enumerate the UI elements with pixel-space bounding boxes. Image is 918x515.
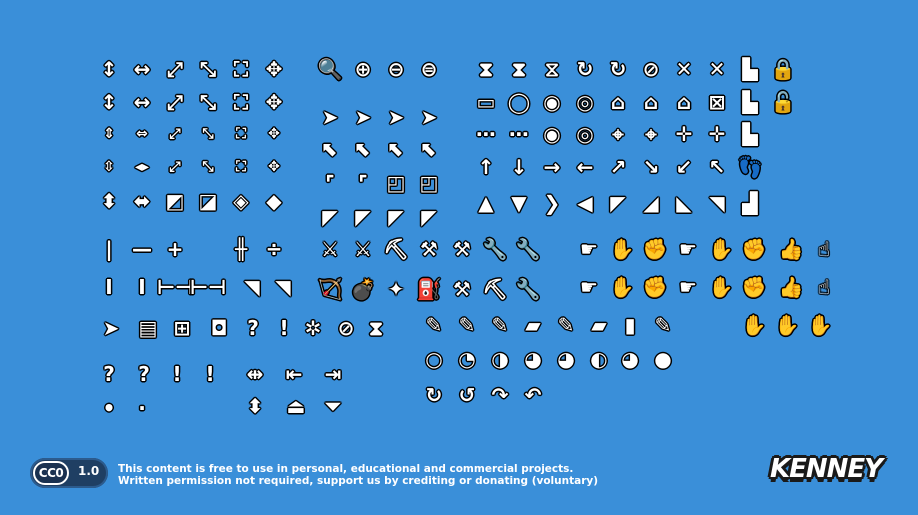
hand-thumb-icon: 👍 [778, 237, 804, 261]
bone-horizontal-small-icon: ⊢⊣ [189, 275, 227, 299]
align-vertical-icon: ⬍ [246, 394, 264, 418]
target-round-a-icon: ⌖ [612, 122, 624, 146]
cursor-add-icon: ⊞ [173, 316, 191, 340]
lock-icon: 🔒 [770, 57, 796, 81]
expand-corners-small-icon: ⛶ [234, 90, 248, 114]
pointer-small-icon: ◥ [244, 275, 260, 299]
alert-cursor-icon: ! [205, 362, 215, 386]
cursor-l-icon: ◤ [421, 205, 437, 229]
unlock-icon: 🔓 [770, 90, 796, 114]
wrench-a-icon: 🔧 [482, 237, 508, 261]
wand-icon: ✦ [387, 277, 405, 301]
arrow-diag-b-tiny-icon: ⤢ [169, 159, 181, 175]
cursor-disabled-icon: ⊘ [337, 316, 355, 340]
split-right-icon: ⇥ [324, 362, 342, 386]
cursor-a-icon: ➤ [321, 105, 339, 129]
cursor-e-icon: ⬉ [321, 137, 339, 161]
hourglass-half-icon: ⧗ [511, 57, 527, 81]
arrows-left-right-icon: ⬌ [133, 189, 151, 213]
arrow-left-right-tiny-icon: ◂▸ [134, 159, 150, 175]
hand-grab-a-icon: ✋ [741, 313, 767, 337]
progress-50-icon: ◑ [491, 347, 509, 371]
message-dots-round-icon: ⋯ [509, 122, 529, 146]
zoom-in-icon: ⊕ [354, 57, 372, 81]
rotate-cw-icon: ↻ [425, 383, 443, 407]
cross-small-icon: ✕ [708, 57, 726, 81]
arrow-up-down-tiny-icon: ⇳ [103, 159, 115, 175]
bucket-icon: ▮ [624, 313, 636, 337]
cursor-menu-icon: ▤ [138, 316, 158, 340]
license-line-2: Written permission not required, support us by crediting or donating (voluntary) [118, 475, 599, 487]
cursor-target-icon: ◘ [210, 316, 228, 340]
move-cross-icon: ✥ [265, 57, 283, 81]
expand-corners-dots-icon: ⛶ [236, 126, 246, 142]
eye-outline-icon: ◎ [576, 90, 594, 114]
arrow-left-icon: ← [576, 155, 594, 179]
resize-diagonal-b-dots-icon: ⤢ [169, 126, 181, 142]
target-round-b-icon: ⌖ [645, 122, 657, 146]
hand-thumb-b-icon: 👍 [778, 275, 804, 299]
message-dots-square-icon: ⋯ [476, 122, 496, 146]
pickaxe-icon: ⛏ [383, 237, 409, 261]
alert-icon: ! [172, 362, 182, 386]
zoom-reset-icon: ⊜ [420, 57, 438, 81]
progress-75-b-icon: ◕ [557, 347, 575, 371]
cursor-i-icon: ◤ [322, 205, 338, 229]
resize-horizontal-icon: ↔ [133, 57, 151, 81]
wrench-b-icon: 🔧 [515, 237, 541, 261]
eraser-icon: ▰ [525, 313, 541, 337]
eye-small-icon: ◉ [543, 122, 561, 146]
cursor-hourglass-icon: ⧗ [368, 316, 384, 340]
arrow-northeast-icon: ↗ [609, 155, 627, 179]
rotate-ccw-icon: ↺ [458, 383, 476, 407]
logo-wordmark: KENNEY [769, 454, 882, 484]
progress-0-icon: ○ [425, 347, 443, 371]
align-top-icon: ⏷ [325, 394, 341, 418]
move-small-icon: ✥ [265, 90, 283, 114]
resize-diagonal-a-small-icon: ⤡ [200, 90, 216, 114]
pickaxe-b-icon: ⛏ [482, 277, 508, 301]
split-handle-icon: ⇹ [246, 362, 264, 386]
zoom-out-icon: ⊖ [387, 57, 405, 81]
hourglass-full-icon: ⧗ [478, 57, 494, 81]
split-left-icon: ⇤ [285, 362, 303, 386]
hand-point-c-icon: ☛ [580, 275, 598, 299]
arrow-up-icon: ↑ [477, 155, 495, 179]
resize-horizontal-small-icon: ↔ [133, 90, 151, 114]
zoom-icon: 🔍 [317, 57, 343, 81]
split-horizontal-icon: ╫ [234, 237, 248, 261]
split-vertical-icon: ÷ [265, 237, 283, 261]
arrow-down-icon: ↓ [510, 155, 528, 179]
boot-icon: ▟ [742, 191, 758, 215]
expand-corners-icon: ⛶ [234, 57, 248, 81]
hand-closed-a-icon: ✊ [642, 237, 668, 261]
message-square-icon: ▭ [476, 90, 496, 114]
resize-diagonal-b-icon: ⤢ [167, 57, 183, 81]
dot-small-icon: · [138, 396, 146, 420]
align-bottom-icon: ⏏ [286, 394, 306, 418]
bone-horizontal-icon: ⊢⊣ [156, 275, 194, 299]
arrow-northwest-icon: ↖ [708, 155, 726, 179]
pointer-large-icon: ◥ [275, 275, 291, 299]
hourglass-empty-icon: ⧖ [544, 57, 560, 81]
cursor-b-icon: ➤ [354, 105, 372, 129]
cursor-c-icon: ➤ [387, 105, 405, 129]
hand-open-a-icon: ✋ [609, 237, 635, 261]
help-cursor-icon: ? [138, 362, 150, 386]
expand-tiny-icon: ⛶ [236, 159, 246, 175]
sword-b-icon: ⚔ [354, 237, 372, 261]
cursor-d-icon: ➤ [420, 105, 438, 129]
watering-can-icon: ⛽ [416, 277, 442, 301]
arrow-cursor-icon: ➤ [102, 316, 120, 340]
bomb-icon: 💣 [350, 277, 376, 301]
footprints-icon: 👣 [737, 155, 763, 179]
hand-open-b-icon: ✋ [708, 237, 734, 261]
chevron-right-icon: ❯ [543, 191, 561, 215]
resize-diagonal-a-icon: ⤡ [200, 57, 216, 81]
arrow-diag-a-solid-icon: ◪ [198, 189, 218, 213]
crosshair-b-icon: ✛ [708, 122, 726, 146]
arrow-diag-b-solid-icon: ◩ [165, 189, 185, 213]
move-dots-icon: ✥ [268, 126, 280, 142]
corner-a-icon: ⌜ [325, 171, 335, 195]
arrows-up-down-icon: ⬍ [100, 189, 118, 213]
hand-grab-c-icon: ✋ [807, 313, 833, 337]
line-horizontal-icon: — [132, 237, 152, 261]
corner-d-icon: ◰ [419, 171, 439, 195]
triangle-left-icon: ◀ [577, 191, 593, 215]
beam-vertical-icon: I [105, 275, 113, 299]
cc0-icon: CC0 [33, 461, 69, 485]
hand-closed-d-icon: ✊ [741, 275, 767, 299]
arrow-southwest-icon: ↙ [675, 155, 693, 179]
hand-open-d-icon: ✋ [708, 275, 734, 299]
door-disabled-icon: ⊠ [708, 90, 726, 114]
marker-b-icon: ✎ [491, 313, 509, 337]
bone-vertical-icon: I [138, 275, 146, 299]
expand-solid-icon: ◈ [233, 189, 249, 213]
hand-point-b-icon: ☛ [679, 237, 697, 261]
eye-small-outline-icon: ◎ [576, 122, 594, 146]
pointer-c-icon: ◣ [676, 191, 692, 215]
version-label: 1.0 [78, 464, 100, 478]
resize-diagonal-a-dots-icon: ⤡ [202, 126, 214, 142]
hand-grab-b-icon: ✋ [774, 313, 800, 337]
door-enter-icon: ⌂ [643, 90, 659, 114]
message-round-icon: ◯ [507, 90, 531, 114]
sword-a-icon: ⚔ [321, 237, 339, 261]
tag-icon: ✎ [654, 313, 672, 337]
move-tiny-icon: ✥ [268, 159, 280, 175]
brush-b-icon: ✎ [557, 313, 575, 337]
move-solid-icon: ◆ [266, 189, 282, 213]
hand-point-d-icon: ☛ [679, 275, 697, 299]
progress-half-icon: ◐ [590, 347, 608, 371]
cursor-help-icon: ? [247, 316, 259, 340]
arrow-diag-a-tiny-icon: ⤡ [202, 159, 214, 175]
stairs-up-icon: ▙ [742, 90, 758, 114]
hand-open-c-icon: ✋ [609, 275, 635, 299]
pointer-d-icon: ◥ [709, 191, 725, 215]
eye-icon: ◉ [543, 90, 561, 114]
door-icon: ⌂ [610, 90, 626, 114]
door-exit-icon: ⌂ [676, 90, 692, 114]
pointer-b-icon: ◢ [643, 191, 659, 215]
progress-75-a-icon: ◕ [524, 347, 542, 371]
stairs-down-icon: ▙ [742, 122, 758, 146]
hand-closed-b-icon: ✊ [741, 237, 767, 261]
progress-25-icon: ◔ [458, 347, 476, 371]
triangle-up-icon: ▲ [478, 191, 494, 215]
help-icon: ? [103, 362, 115, 386]
hand-closed-c-icon: ✊ [642, 275, 668, 299]
resize-vertical-small-icon: ↕ [100, 90, 118, 114]
bow-icon: 🏹 [317, 277, 343, 301]
cursor-g-icon: ⬉ [387, 137, 405, 161]
disabled-icon: ⊘ [642, 57, 660, 81]
wrench-c-icon: 🔧 [515, 277, 541, 301]
rotate-arc-b-icon: ↶ [524, 383, 542, 407]
shovel-icon: ⚒ [420, 237, 438, 261]
resize-diagonal-b-small-icon: ⤢ [167, 90, 183, 114]
corner-b-icon: ⌜ [358, 171, 368, 195]
cross-large-icon: ✕ [675, 57, 693, 81]
progress-100-icon: ● [654, 347, 672, 371]
hand-point-up-icon: ☝ [817, 237, 831, 261]
cursor-h-icon: ⬉ [420, 137, 438, 161]
crosshair-a-icon: ✛ [675, 122, 693, 146]
stairs-icon: ▙ [742, 57, 758, 81]
cursor-j-icon: ◤ [355, 205, 371, 229]
kenney-logo [766, 446, 886, 492]
busy-circle-fade-icon: ↻ [609, 57, 627, 81]
arrow-southeast-icon: ↘ [642, 155, 660, 179]
license-badge [30, 458, 108, 488]
line-vertical-icon: | [105, 237, 113, 261]
hammer-icon: ⚒ [453, 237, 471, 261]
rotate-arc-a-icon: ↷ [491, 383, 509, 407]
brush-a-icon: ✎ [425, 313, 443, 337]
marker-a-icon: ✎ [458, 313, 476, 337]
busy-circle-icon: ↻ [576, 57, 594, 81]
hammer-b-icon: ⚒ [453, 277, 471, 301]
progress-90-icon: ◕ [621, 347, 639, 371]
dot-large-icon: • [102, 396, 116, 420]
plus-icon: + [166, 237, 184, 261]
triangle-down-icon: ▼ [511, 191, 527, 215]
hand-point-a-icon: ☛ [580, 237, 598, 261]
resize-horizontal-dots-icon: ⇔ [136, 126, 148, 142]
resize-vertical-dots-icon: ⇕ [103, 126, 115, 142]
corner-c-icon: ◰ [386, 171, 406, 195]
arrow-right-icon: → [543, 155, 561, 179]
cursor-alert-icon: ! [279, 316, 289, 340]
pointer-a-icon: ◤ [610, 191, 626, 215]
roller-icon: ▰ [591, 313, 607, 337]
license-text [118, 463, 598, 487]
hand-point-up-b-icon: ☝ [817, 275, 831, 299]
cursor-busy-icon: ✲ [304, 316, 322, 340]
resize-vertical-icon: ↕ [100, 57, 118, 81]
cursor-f-icon: ⬉ [354, 137, 372, 161]
license-line-1: This content is free to use in personal, educational and commercial projects. [118, 463, 574, 475]
cursor-k-icon: ◤ [388, 205, 404, 229]
